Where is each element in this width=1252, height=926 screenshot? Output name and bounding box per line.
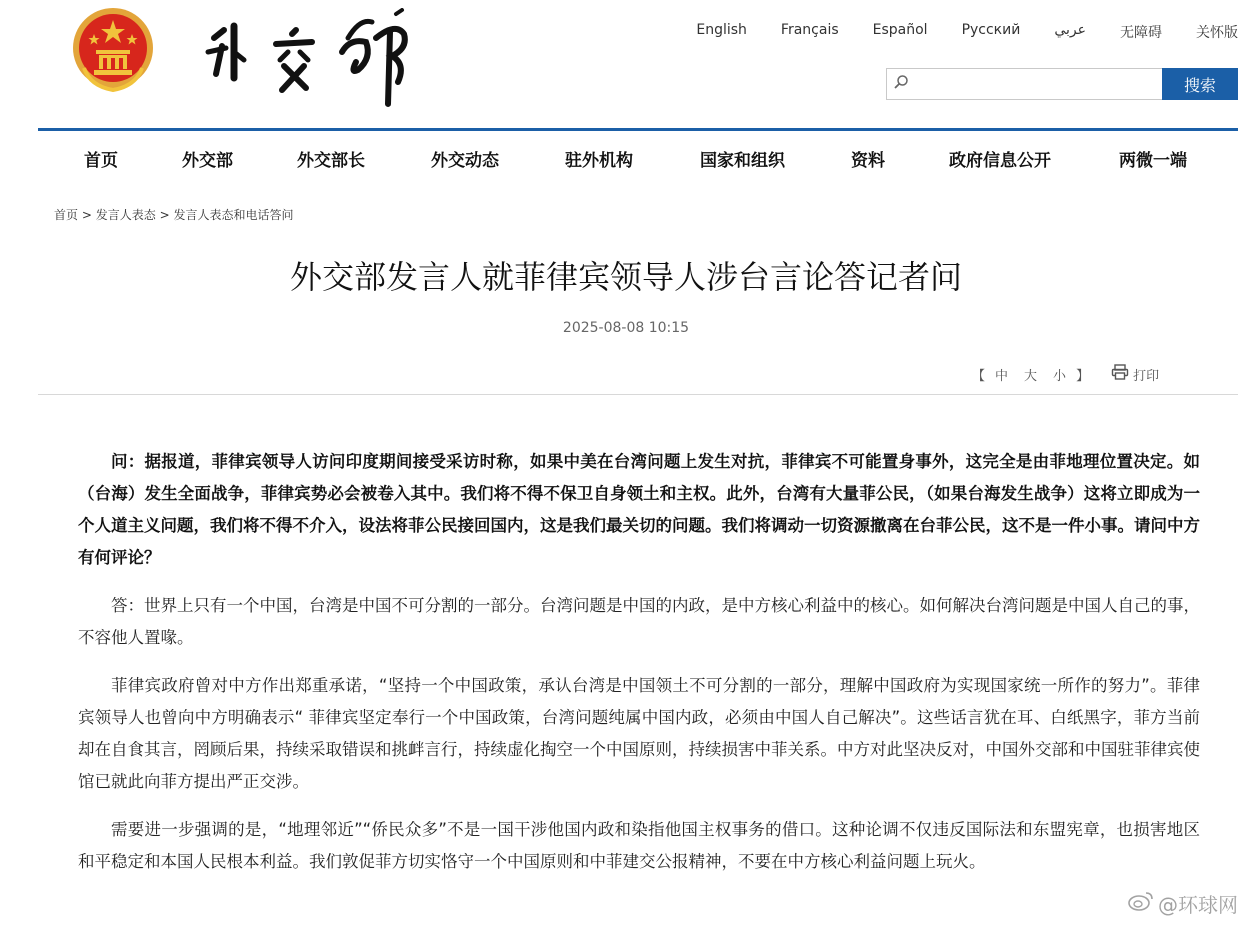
language-link[interactable]: Français bbox=[780, 22, 839, 38]
language-link[interactable]: عربي bbox=[1054, 22, 1086, 38]
search-field bbox=[886, 68, 1162, 100]
answer-paragraph: 菲律宾政府曾对中方作出郑重承诺，“坚持一个中国政策，承认台湾是中国领土不可分割的一部分，理解中国政府为实现国家统一所作的努力”。菲律宾领导人也曾向中方明确表示“ 菲律宾坚定奉行一个中国政策，台湾问题纯属中国内政，必须由中国人自己解决”。这些话言犹在耳、白纸黑字，菲方当前却在自食其言，罔顾后果，持续采取错误和挑衅言行，持续虚化掏空一个中国原则，持续损害中菲关系。中方对此坚决反对，中国外交部和中国驻菲律宾使馆已就此向菲方提出严正交涉。 bbox=[78, 676, 1200, 791]
search-input[interactable] bbox=[913, 70, 1162, 98]
search-icon bbox=[893, 74, 909, 94]
nav-item-diplomatic-news[interactable]: 外交动态 bbox=[431, 151, 499, 171]
breadcrumb-spokesperson[interactable]: 发言人表态 bbox=[95, 208, 156, 222]
print-button[interactable] bbox=[1111, 364, 1159, 384]
breadcrumb bbox=[54, 206, 293, 223]
nav-item-ministry[interactable]: 外交部 bbox=[182, 151, 233, 171]
nav-item-social-media[interactable]: 两微一端 bbox=[1119, 151, 1187, 171]
printer-icon bbox=[1111, 364, 1133, 384]
main-nav bbox=[38, 131, 1238, 183]
font-size-small[interactable]: 小 bbox=[1053, 368, 1067, 384]
font-size-large[interactable]: 大 bbox=[1024, 368, 1038, 384]
font-size-bracket-left: 【 bbox=[972, 368, 986, 384]
breadcrumb-separator: > bbox=[159, 208, 170, 222]
accessibility-link[interactable]: 无障碍 bbox=[1120, 25, 1162, 41]
watermark-text: @环球网 bbox=[1158, 893, 1238, 917]
care-version-link[interactable]: 关怀版 bbox=[1196, 25, 1238, 41]
ministry-calligraphy-logo[interactable] bbox=[200, 8, 430, 108]
article-date: 2025-08-08 10:15 bbox=[562, 320, 690, 336]
font-size-medium[interactable]: 中 bbox=[995, 368, 1009, 384]
nav-item-countries-organizations[interactable]: 国家和组织 bbox=[700, 151, 785, 171]
language-link[interactable]: English bbox=[696, 22, 747, 38]
breadcrumb-current[interactable]: 发言人表态和电话答问 bbox=[173, 208, 294, 222]
national-emblem-logo[interactable] bbox=[70, 6, 156, 94]
nav-item-minister[interactable]: 外交部长 bbox=[297, 151, 365, 171]
language-bar bbox=[696, 22, 1238, 42]
search-bar bbox=[886, 68, 1238, 100]
article-tools bbox=[970, 364, 1159, 384]
answer-paragraph: 需要进一步强调的是，“地理邻近”“侨民众多”不是一国干涉他国内政和染指他国主权事务的借口。这种论调不仅违反国际法和东盟宪章，也损害地区和平稳定和本国人民根本利益。我们敦促菲方切实恪守一个中国原则和中菲建交公报精神，不要在中方核心利益问题上玩火。 bbox=[78, 820, 1200, 871]
weibo-icon bbox=[1128, 890, 1154, 917]
content-divider bbox=[38, 394, 1238, 395]
nav-item-home[interactable]: 首页 bbox=[84, 151, 118, 171]
nav-item-resources[interactable]: 资料 bbox=[851, 151, 885, 171]
nav-item-government-info[interactable]: 政府信息公开 bbox=[949, 151, 1051, 171]
breadcrumb-separator: > bbox=[81, 208, 92, 222]
breadcrumb-home[interactable]: 首页 bbox=[54, 208, 79, 222]
question-paragraph: 问：据报道，菲律宾领导人访问印度期间接受采访时称，如果中美在台湾问题上发生对抗，菲律宾不可能置身事外，这完全是由菲地理位置决定。如（台海）发生全面战争，菲律宾势必会被卷入其中。我们将不得不保卫自身领土和主权。此外，台湾有大量菲公民，（如果台海发生战争）这将立即成为一个人道主义问题，我们将不得不介入，设法将菲公民接回国内，这是我们最关切的问题。我们将调动一切资源撤离在台菲公民，这不是一件小事。请问中方有何评论？ bbox=[78, 452, 1200, 567]
font-size-bracket-right: 】 bbox=[1076, 368, 1090, 384]
article-title: 外交部发言人就菲律宾领导人涉台言论答记者问 bbox=[289, 258, 962, 296]
nav-item-missions-overseas[interactable]: 驻外机构 bbox=[565, 151, 633, 171]
language-link[interactable]: Español bbox=[872, 22, 928, 38]
watermark bbox=[1128, 889, 1238, 918]
language-link[interactable]: Русский bbox=[961, 22, 1021, 38]
search-button[interactable]: 搜索 bbox=[1162, 68, 1238, 100]
answer-paragraph: 答：世界上只有一个中国，台湾是中国不可分割的一部分。台湾问题是中国的内政，是中方核心利益中的核心。如何解决台湾问题是中国人自己的事，不容他人置喙。 bbox=[78, 596, 1200, 647]
article-body bbox=[78, 446, 1200, 894]
print-label: 打印 bbox=[1133, 368, 1160, 384]
